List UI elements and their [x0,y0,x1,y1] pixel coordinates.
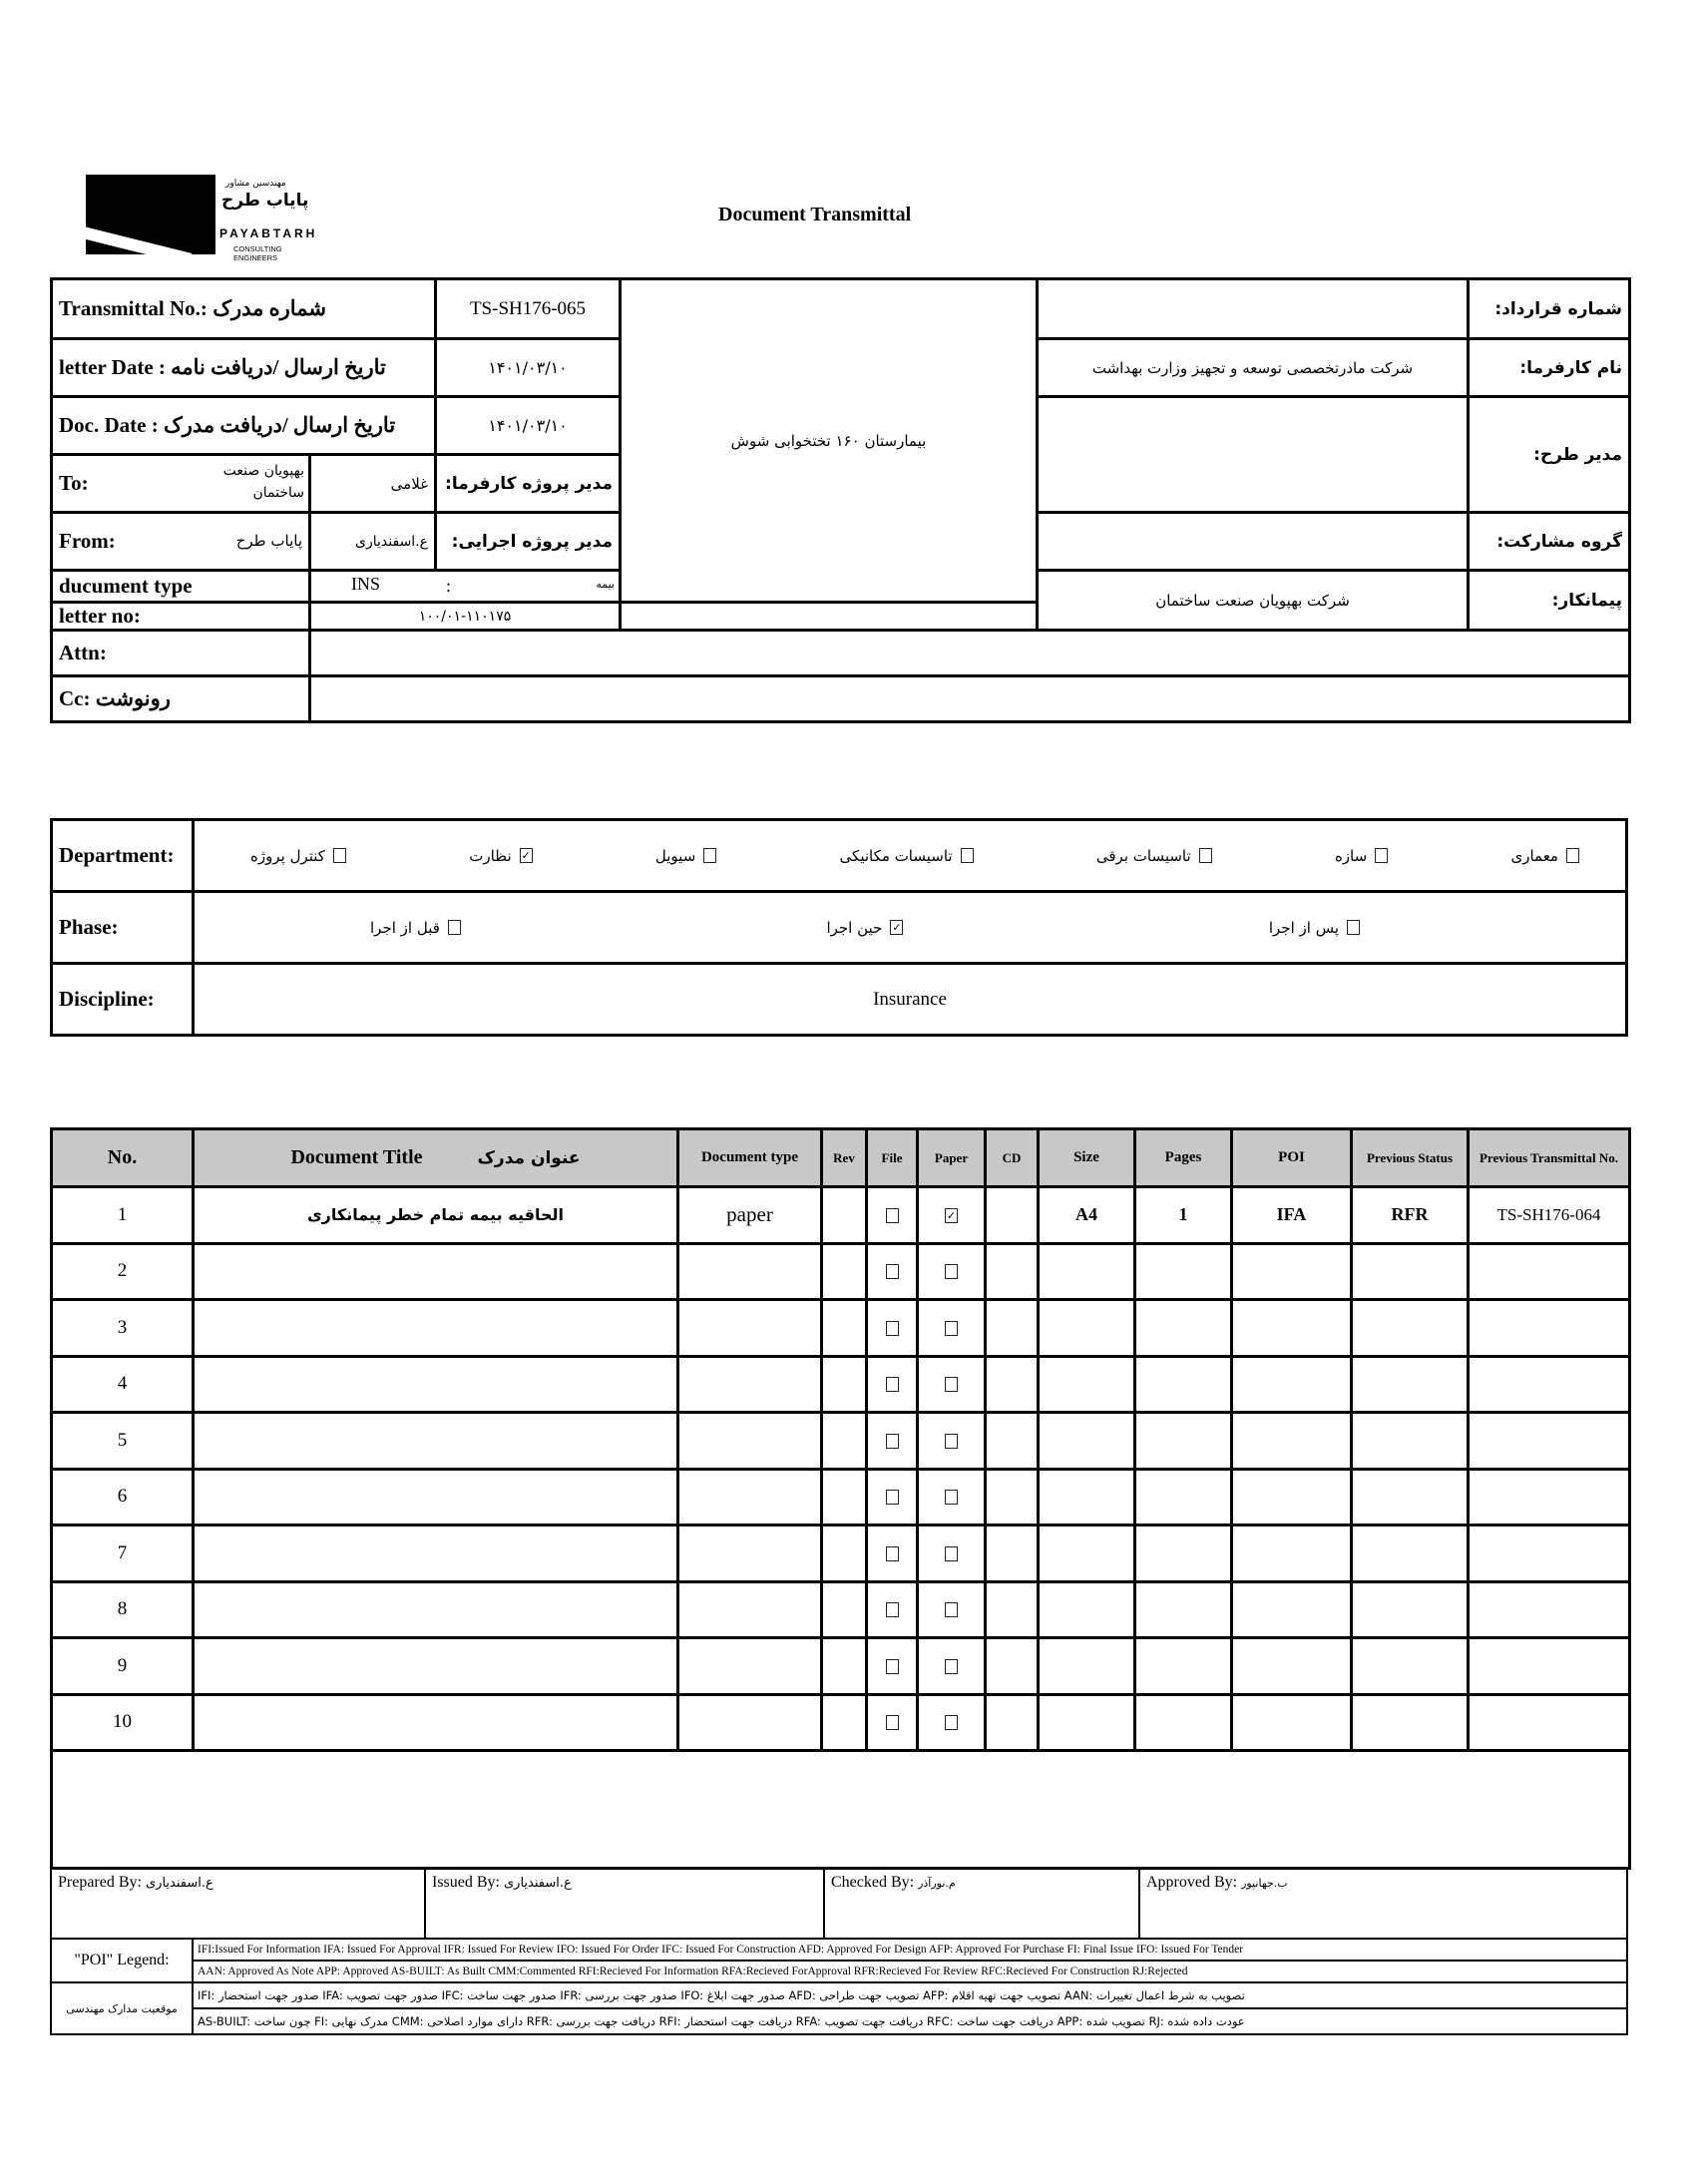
exec-pm-value: ع.اسفندیاری [310,513,436,571]
table-row [52,1300,1630,1357]
row-paper[interactable] [918,1581,986,1638]
checked-by-name: م.نورآذر [918,1877,956,1890]
phase-options [194,892,1627,964]
row-cd[interactable] [986,1243,1039,1300]
row-cd[interactable] [986,1694,1039,1751]
row-poi[interactable] [1232,1413,1352,1470]
row-pages[interactable] [1135,1356,1232,1413]
row-prev-status[interactable] [1352,1469,1469,1526]
row-prev-transmittal[interactable] [1469,1694,1630,1751]
doc-date-label: Doc. Date : تاریخ ارسال /دریافت مدرک [52,397,436,455]
issued-by: Issued By: ع.اسفندیاری [425,1869,824,1939]
prepared-by-name: ع.اسفندیاری [145,1876,213,1891]
row-cd[interactable] [986,1469,1039,1526]
row-poi[interactable] [1232,1469,1352,1526]
row-pages[interactable] [1135,1581,1232,1638]
checkbox-icon[interactable] [945,1377,958,1392]
row-size[interactable] [1039,1300,1135,1357]
row-paper[interactable] [918,1526,986,1582]
table-row [52,1581,1630,1638]
option-label: تاسیسات برقی [1095,846,1191,865]
row-doc-type[interactable] [678,1638,822,1695]
row-prev-transmittal[interactable] [1469,1300,1630,1357]
department-label: Department: [52,820,194,892]
checkbox-icon[interactable] [886,1208,899,1223]
option-label: تاسیسات مکانیکی [839,846,953,865]
row-no[interactable]: 5 [52,1413,194,1470]
row-size[interactable] [1039,1243,1135,1300]
row-doc-type[interactable] [678,1413,822,1470]
row-cd[interactable] [986,1581,1039,1638]
row-doc-type[interactable] [678,1300,822,1357]
row-no[interactable]: 6 [52,1469,194,1526]
discipline-value: Insurance [194,964,1627,1036]
checkbox-icon[interactable] [886,1715,899,1730]
row-pages[interactable] [1135,1469,1232,1526]
row-no[interactable]: 4 [52,1356,194,1413]
row-pages[interactable] [1135,1638,1232,1695]
row-paper[interactable] [918,1243,986,1300]
row-pages[interactable] [1135,1300,1232,1357]
row-prev-transmittal[interactable] [1469,1356,1630,1413]
row-no[interactable]: 8 [52,1581,194,1638]
contract-no-value [1038,279,1469,339]
doc-type-fa: بیمه [596,578,615,591]
row-cd[interactable] [986,1638,1039,1695]
option-label: حین اجرا [826,918,883,937]
row-doc-type[interactable] [678,1243,822,1300]
table-row [52,1413,1630,1470]
col-poi: POI [1232,1129,1352,1187]
col-file: File [867,1129,918,1187]
col-no: No. [52,1129,194,1187]
notes-area[interactable] [52,1751,1630,1869]
issued-by-name: ع.اسفندیاری [504,1876,572,1891]
row-poi[interactable] [1232,1300,1352,1357]
page-title: Document Transmittal [718,204,912,225]
department-option[interactable] [250,847,346,865]
row-size[interactable]: A4 [1039,1187,1135,1244]
status-legend-label: موقعیت مدارک مهندسی [51,1982,193,2034]
row-rev[interactable] [822,1581,867,1638]
to-label: To: [59,471,89,495]
col-rev: Rev [822,1129,867,1187]
row-prev-transmittal[interactable] [1469,1243,1630,1300]
row-pages[interactable]: 1 [1135,1187,1232,1244]
col-size: Size [1039,1129,1135,1187]
department-option[interactable] [840,847,974,865]
row-file[interactable] [867,1469,918,1526]
option-label: پس از اجرا [1268,918,1339,937]
row-no[interactable]: 3 [52,1300,194,1357]
row-size[interactable] [1039,1526,1135,1582]
table-row [52,1187,1630,1244]
row-poi[interactable] [1232,1694,1352,1751]
poi-legend-label: "POI" Legend: [51,1939,193,1982]
row-prev-status[interactable] [1352,1356,1469,1413]
row-prev-status[interactable]: RFR [1352,1187,1469,1244]
doc-type-label: ducument type [52,571,310,603]
department-option[interactable] [1096,847,1212,865]
design-manager-value [1038,397,1469,513]
row-title[interactable] [194,1526,678,1582]
row-poi[interactable] [1232,1526,1352,1582]
logo-mark-icon [86,175,215,254]
row-doc-type[interactable] [678,1694,822,1751]
row-prev-status[interactable] [1352,1300,1469,1357]
attn-label: Attn: [52,631,310,676]
transmittal-no-value: TS-SH176-065 [436,279,621,339]
row-doc-type[interactable]: paper [678,1187,822,1244]
row-prev-status[interactable] [1352,1526,1469,1582]
checkbox-icon[interactable] [945,1321,958,1336]
checkbox-icon[interactable] [945,1546,958,1561]
checkbox-icon[interactable] [886,1659,899,1674]
classification-table [50,818,1628,1037]
row-pages[interactable] [1135,1413,1232,1470]
department-options [194,820,1627,892]
checkbox-icon[interactable] [1199,848,1212,863]
row-prev-status[interactable] [1352,1638,1469,1695]
row-prev-status[interactable] [1352,1243,1469,1300]
contract-no-label: شماره قرارداد: [1469,279,1630,339]
row-title[interactable] [194,1300,678,1357]
table-row [52,1356,1630,1413]
status-legend-line2: AS-BUILT: چون ساخت FI: مدرک نهایی CMM: دارای موارد اصلاحی RFR: دریافت جهت بررسی RFI: دریافت جهت استحضار RFA: دریافت جهت تصویب RFC: دریافت جهت ساخت APP: تصویب شده RJ: عودت داده شده [193,2008,1627,2034]
cc-label: Cc: رونوشت [52,676,310,722]
row-prev-status[interactable] [1352,1694,1469,1751]
design-manager-label: مدیر طرح: [1469,397,1630,513]
checkbox-checked-icon[interactable]: ✓ [946,1208,957,1222]
checkbox-icon[interactable] [886,1434,899,1449]
row-cd[interactable] [986,1300,1039,1357]
letter-no-label: letter no: [52,603,310,631]
row-poi[interactable] [1232,1356,1352,1413]
exec-pm-label: مدیر پروژه اجرایی: [436,513,621,571]
checked-by: Checked By: م.نورآذر [824,1869,1139,1939]
row-title[interactable]: الحاقیه بیمه تمام خطر پیمانکاری [194,1187,678,1244]
row-prev-status[interactable] [1352,1581,1469,1638]
option-label: کنترل پروژه [250,846,325,865]
checkbox-icon[interactable] [886,1264,899,1279]
phase-option[interactable] [370,919,461,937]
checkbox-icon[interactable] [945,1659,958,1674]
logo-en-name: PAYABTARH [219,226,318,240]
option-label: سازه [1334,846,1368,865]
client-pm-label: مدیر پروژه کارفرما: [436,455,621,513]
col-cd: CD [986,1129,1039,1187]
col-prev-transmittal: Previous Transmittal No. [1469,1129,1630,1187]
transmittal-info-table [50,277,1631,723]
col-title-en: Document Title [290,1146,423,1168]
row-poi[interactable] [1232,1243,1352,1300]
checkbox-icon[interactable] [945,1264,958,1279]
row-size[interactable] [1039,1694,1135,1751]
letter-no-value: ۱۰۰/۰۱-۱۱۰۱۷۵ [310,603,621,631]
row-title[interactable] [194,1356,678,1413]
row-rev[interactable] [822,1243,867,1300]
row-title[interactable] [194,1413,678,1470]
department-option[interactable] [1335,847,1388,865]
row-doc-type[interactable] [678,1581,822,1638]
row-no[interactable]: 10 [52,1694,194,1751]
poi-legend-line1: IFI:Issued For Information IFA: Issued For Approval IFR: Issued For Review IFO: Issued For Order IFC: Issued For Construction AFD: Approved For Design AFP: Approved For Purchase FI: Final Issue IFO: Issued For Tender [193,1939,1627,1961]
approved-by: Approved By: ب.جهانپور [1139,1869,1627,1939]
doc-type-code: INS [351,574,381,594]
row-prev-transmittal[interactable]: TS-SH176-064 [1469,1187,1630,1244]
checkbox-icon[interactable] [448,920,461,935]
checkbox-icon[interactable] [886,1602,899,1617]
checkbox-checked-icon[interactable]: ✓ [521,849,531,862]
row-pages[interactable] [1135,1526,1232,1582]
table-row [52,1243,1630,1300]
client-label: نام کارفرما: [1469,339,1630,397]
attn-value[interactable] [310,631,1630,676]
legend-table [50,1938,1628,2035]
row-file[interactable] [867,1581,918,1638]
row-rev[interactable] [822,1356,867,1413]
doc-date-value: ۱۴۰۱/۰۳/۱۰ [436,397,621,455]
row-rev[interactable] [822,1469,867,1526]
row-no[interactable]: 9 [52,1638,194,1695]
doc-type-sep: : [446,576,452,596]
checkbox-icon[interactable] [945,1434,958,1449]
row-rev[interactable] [822,1300,867,1357]
checkbox-icon[interactable] [945,1715,958,1730]
row-file[interactable] [867,1356,918,1413]
row-prev-transmittal[interactable] [1469,1469,1630,1526]
to-cell [52,455,310,513]
row-prev-status[interactable] [1352,1413,1469,1470]
logo-fa-top: مهندسین مشاور [225,179,286,189]
row-cd[interactable] [986,1413,1039,1470]
row-rev[interactable] [822,1638,867,1695]
phase-option[interactable] [1269,919,1360,937]
option-label: سیویل [654,846,696,865]
row-size[interactable] [1039,1469,1135,1526]
checkbox-icon[interactable] [1347,920,1360,935]
col-doc-type: Document type [678,1129,822,1187]
checkbox-icon[interactable] [886,1490,899,1505]
letter-date-value: ۱۴۰۱/۰۳/۱۰ [436,339,621,397]
row-no[interactable]: 1 [52,1187,194,1244]
row-pages[interactable] [1135,1694,1232,1751]
row-doc-type[interactable] [678,1526,822,1582]
row-poi[interactable]: IFA [1232,1187,1352,1244]
department-option[interactable] [469,847,532,865]
cc-value[interactable] [310,676,1630,722]
checkbox-icon[interactable] [1566,848,1579,863]
row-paper[interactable] [918,1300,986,1357]
department-option[interactable] [1510,847,1579,865]
row-cd[interactable] [986,1187,1039,1244]
row-no[interactable]: 7 [52,1526,194,1582]
project-name: بیمارستان ۱۶۰ تختخوابی شوش [621,279,1038,603]
to-value: بهپویان صنعت ساختمان [222,463,304,501]
row-cd[interactable] [986,1356,1039,1413]
col-paper: Paper [918,1129,986,1187]
row-file[interactable] [867,1526,918,1582]
row-file[interactable] [867,1300,918,1357]
checkbox-icon[interactable] [945,1602,958,1617]
row-no[interactable]: 2 [52,1243,194,1300]
row-rev[interactable] [822,1413,867,1470]
row-size[interactable] [1039,1356,1135,1413]
row-size[interactable] [1039,1581,1135,1638]
table-row [52,1694,1630,1751]
option-label: قبل از اجرا [370,918,440,937]
row-title[interactable] [194,1581,678,1638]
col-title [194,1129,678,1187]
doc-type-cell [310,571,621,603]
table-row [52,1638,1630,1695]
checkbox-icon[interactable] [886,1546,899,1561]
row-paper[interactable] [918,1356,986,1413]
checkbox-icon[interactable] [703,848,716,863]
phase-label: Phase: [52,892,194,964]
checkbox-icon[interactable] [886,1321,899,1336]
department-option[interactable] [655,847,716,865]
checkbox-icon[interactable] [886,1377,899,1392]
client-value: شرکت مادرتخصصی توسعه و تجهیز وزارت بهداشت [1038,339,1469,397]
table-row [52,1469,1630,1526]
row-title[interactable] [194,1243,678,1300]
checkbox-icon[interactable] [945,1490,958,1505]
row-paper[interactable] [918,1413,986,1470]
logo-fa-name: پایاب طرح [221,191,309,211]
checkbox-icon[interactable] [333,848,346,863]
row-prev-transmittal[interactable] [1469,1526,1630,1582]
option-label: نظارت [469,846,512,865]
checkbox-icon[interactable] [961,848,974,863]
phase-option[interactable] [826,919,903,937]
row-prev-transmittal[interactable] [1469,1581,1630,1638]
row-paper[interactable] [918,1638,986,1695]
company-logo [86,175,318,262]
status-legend-line1: IFI: صدور جهت استحضار IFA: صدور جهت تصویب IFC: صدور جهت ساخت IFR: صدور جهت بررسی IFO: صدور جهت ابلاغ AFD: تصویب جهت طراحی AFP: تصویب جهت تهیه اقلام AAN: تصویب به شرط اعمال تغییرات [193,1982,1627,2008]
row-file[interactable] [867,1413,918,1470]
row-pages[interactable] [1135,1243,1232,1300]
col-pages: Pages [1135,1129,1232,1187]
partnership-label: گروه مشارکت: [1469,513,1630,571]
from-cell [52,513,310,571]
row-paper[interactable] [918,1469,986,1526]
col-prev-status: Previous Status [1352,1129,1469,1187]
row-poi[interactable] [1232,1581,1352,1638]
logo-en-sub: CONSULTING ENGINEERS [233,244,282,262]
row-cd[interactable] [986,1526,1039,1582]
row-paper[interactable] [918,1187,986,1244]
row-file[interactable] [867,1638,918,1695]
partnership-value [1038,513,1469,571]
row-rev[interactable] [822,1526,867,1582]
signatures-table [50,1868,1628,1940]
from-label: From: [59,529,116,553]
row-file[interactable] [867,1694,918,1751]
row-file[interactable] [867,1243,918,1300]
row-rev[interactable] [822,1187,867,1244]
table-row [52,1526,1630,1582]
row-file[interactable] [867,1187,918,1244]
client-pm-value: غلامی [310,455,436,513]
row-doc-type[interactable] [678,1356,822,1413]
poi-legend-line2: AAN: Approved As Note APP: Approved AS-BUILT: As Built CMM:Commented RFI:Recieved For Information RFA:Recieved ForApproval RFR:Recieved For Review RFC:Recieved For Construction RJ:Rejected [193,1961,1627,1982]
prepared-by: Prepared By: ع.اسفندیاری [51,1869,425,1939]
from-value: پایاب طرح [235,532,302,550]
row-title[interactable] [194,1694,678,1751]
transmittal-no-label: Transmittal No.: شماره مدرک [52,279,436,339]
row-title[interactable] [194,1469,678,1526]
checkbox-icon[interactable] [1375,848,1388,863]
row-poi[interactable] [1232,1638,1352,1695]
approved-by-name: ب.جهانپور [1241,1877,1288,1890]
row-size[interactable] [1039,1413,1135,1470]
row-size[interactable] [1039,1638,1135,1695]
row-doc-type[interactable] [678,1469,822,1526]
contractor-value: شرکت بهپویان صنعت ساختمان [1038,571,1469,631]
option-label: معماری [1510,846,1558,865]
row-paper[interactable] [918,1694,986,1751]
documents-table [50,1127,1631,1870]
col-title-fa: عنوان مدرک [477,1148,581,1168]
discipline-label: Discipline: [52,964,194,1036]
checkbox-checked-icon[interactable]: ✓ [892,921,902,934]
contractor-label: پیمانکار: [1469,571,1630,631]
row-prev-transmittal[interactable] [1469,1638,1630,1695]
row-rev[interactable] [822,1694,867,1751]
row-prev-transmittal[interactable] [1469,1413,1630,1470]
letter-date-label: letter Date : تاریخ ارسال /دریافت نامه [52,339,436,397]
row-title[interactable] [194,1638,678,1695]
